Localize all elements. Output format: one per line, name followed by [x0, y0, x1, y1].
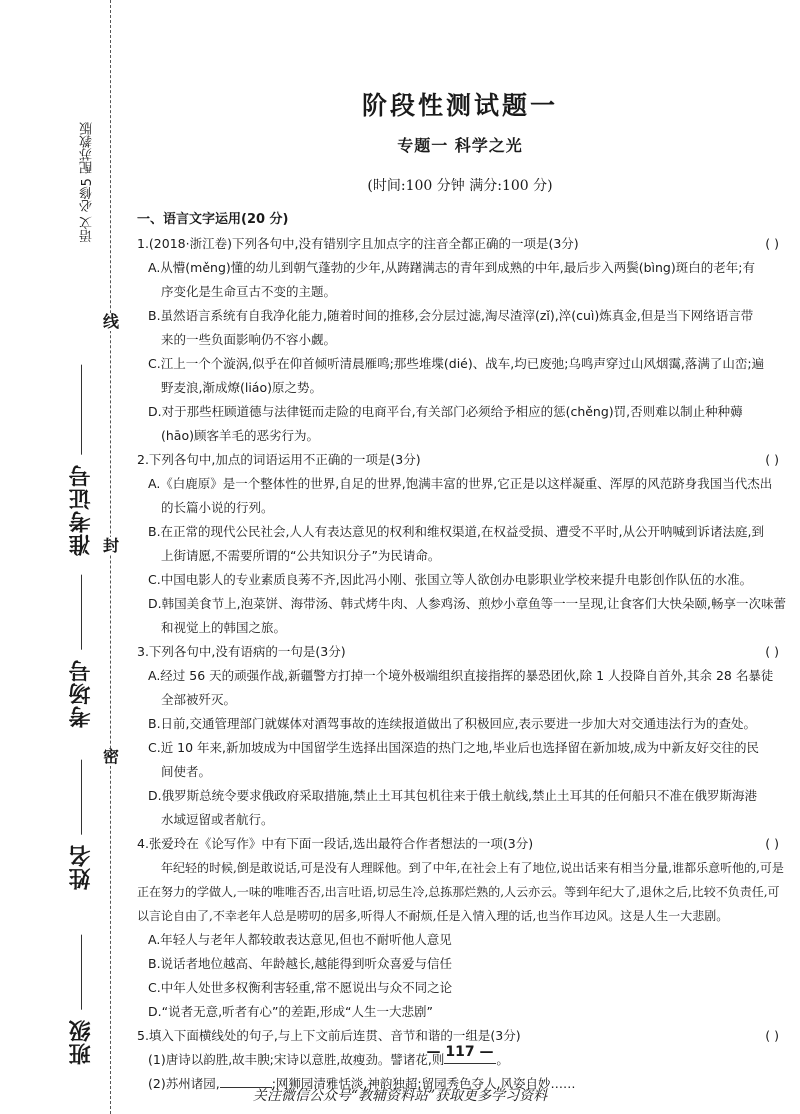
q4-option-b: B.说话者地位越高、年龄越长,越能得到听众喜爱与信任	[148, 956, 453, 971]
q2-option-b: B.在正常的现代公民社会,人人有表达意见的权利和维权渠道,在权益受损、遭受不平时,从公开呐喊到诉诸法庭,到	[148, 524, 764, 539]
q1-option-c: C.江上一个个漩涡,似乎在仰首倾听清晨雁鸣;那些堆堞(dié)、战车,均已废弛;乌鸣声穿过山风烟霭,落满了山峦;遍	[148, 356, 765, 371]
section-heading: 一、语言文字运用(20 分)	[137, 212, 289, 227]
question-4	[137, 832, 787, 856]
q4-option-a: A.年轻人与老年人都较敢表达意见,但也不耐听他人意见	[148, 932, 452, 947]
field-exam-room-label: 考场号	[69, 658, 94, 728]
q4-option-d: D.“说者无意,听者有心”的差距,形成“人生一大悲剧”	[148, 1004, 433, 1019]
q3-option-d-cont: 水域逗留或者航行。	[161, 812, 274, 827]
q4-option-c: C.中年人处世多权衡利害轻重,常不愿说出与众不同之论	[148, 980, 453, 995]
q5-line-1-end: 。	[496, 1052, 509, 1067]
q2-option-d-cont: 和视觉上的韩国之旅。	[161, 620, 287, 635]
exam-content	[137, 208, 787, 1096]
q4-passage: 年纪轻的时候,倒是敢说话,可是没有人理睬他。到了中年,在社会上有了地位,说出话来有相当分量,谁都乐意听他的,可是正在努力的学做人,一味的唯唯否否,出言吐语,切忌生冷,总拣那烂熟的,人云亦云。等到年纪大了,退休之后,比较不负责任,可以言论自由了,不幸老年人总是唠叨的居多,听得人不耐烦,任是入情入理的话,也当作耳边风。这是人生一大悲剧。	[137, 861, 784, 923]
answer-paren-2[interactable]: ( )	[765, 452, 779, 467]
field-exam-number[interactable]	[66, 365, 97, 556]
page-title: 阶段性测试题一	[361, 91, 558, 120]
binding-char-mi: 密	[103, 747, 120, 766]
q1-option-b-cont: 来的一些负面影响仍不容小觑。	[161, 332, 337, 347]
q3-option-c-cont: 间使者。	[161, 764, 212, 779]
binding-char-xian: 线	[103, 312, 120, 331]
question-1-stem: 1.(2018·浙江卷)下列各句中,没有错别字且加点字的注音全都正确的一项是(3分)	[137, 236, 579, 251]
q5-line-2-text: (2)苏州诸园,	[148, 1076, 220, 1091]
question-2	[137, 448, 787, 472]
field-name[interactable]	[66, 760, 97, 890]
answer-paren-4[interactable]: ( )	[765, 836, 779, 851]
field-class-label: 班级	[69, 1018, 94, 1065]
class-blank[interactable]	[82, 935, 83, 1010]
q1-option-a: A.从懵(měng)懂的幼儿到朝气蓬勃的少年,从踌躇满志的青年到成熟的中年,最后步入两鬓(bìng)斑白的老年;有	[148, 260, 755, 275]
field-name-label: 姓名	[69, 843, 94, 890]
sidebar-edition: 语文 必修5 配苏教版	[80, 122, 95, 243]
name-blank[interactable]	[82, 760, 83, 835]
exam-number-blank[interactable]	[82, 365, 83, 455]
question-2-stem: 2.下列各句中,加点的词语运用不正确的一项是(3分)	[137, 452, 421, 467]
page-subtitle: 专题一 科学之光	[397, 136, 523, 155]
q1-option-a-cont: 序变化是生命亘古不变的主题。	[161, 284, 337, 299]
q1-option-d-cont: (hāo)顾客羊毛的恶劣行为。	[161, 428, 319, 443]
exam-room-blank[interactable]	[82, 575, 83, 650]
q3-option-a-cont: 全部被歼灭。	[161, 692, 237, 707]
q5-line-1-text: (1)唐诗以韵胜,故丰腴;宋诗以意胜,故瘦劲。譬诸花,则	[148, 1052, 445, 1067]
binding-char-feng: 封	[103, 536, 120, 555]
q3-option-a: A.经过 56 天的顽强作战,新疆警方打掉一个境外极端组织直接指挥的暴恐团伙,除 1 人投降自首外,其余 28 名暴徒	[148, 668, 774, 683]
q2-option-d: D.韩国美食节上,泡菜饼、海带汤、韩式烤牛肉、人参鸡汤、煎炒小章鱼等一一呈现,让食客们大快朵颐,畅享一次味蕾	[148, 596, 787, 611]
field-exam-room[interactable]	[66, 575, 97, 728]
page-number: — 117 —	[426, 1044, 494, 1060]
answer-paren-5[interactable]: ( )	[765, 1028, 779, 1043]
q3-option-b: B.日前,交通管理部门就媒体对酒驾事故的连续报道做出了积极回应,表示要进一步加大对交通违法行为的查处。	[148, 716, 756, 731]
question-5-stem: 5.填入下面横线处的句子,与上下文前后连贯、音节和谐的一组是(3分)	[137, 1028, 521, 1043]
q2-option-b-cont: 上街请愿,不需要所谓的“公共知识分子”为民请命。	[161, 548, 441, 563]
q2-option-a: A.《白鹿原》是一个整体性的世界,自足的世界,饱满丰富的世界,它正是以这样凝重、浑厚的风范跻身我国当代杰出	[148, 476, 773, 491]
q1-option-d: D.对于那些枉顾道德与法律铤而走险的电商平台,有关部门必须给予相应的惩(chěng)罚,否则难以制止种种薅	[148, 404, 743, 419]
question-3	[137, 640, 787, 664]
q3-option-d: D.俄罗斯总统令要求俄政府采取措施,禁止土耳其包机往来于俄土航线,禁止土耳其的任何船只不准在俄罗斯海港	[148, 788, 758, 803]
q1-option-c-cont: 野麦浪,渐成燎(liáo)原之势。	[161, 380, 322, 395]
q5-line-2-end: ;网狮园清雅恬淡,神韵独超;留园秀色夺人,风姿自妙……	[271, 1076, 576, 1091]
question-4-stem: 4.张爱玲在《论写作》中有下面一段话,选出最符合作者想法的一项(3分)	[137, 836, 534, 851]
q3-option-c: C.近 10 年来,新加坡成为中国留学生选择出国深造的热门之地,毕业后也选择留在新加坡,成为中新友好交往的民	[148, 740, 759, 755]
answer-paren-3[interactable]: ( )	[765, 644, 779, 659]
question-1	[137, 232, 787, 256]
footer-note: 关注微信公众号“教辅资料站”获取更多学习资料	[252, 1088, 548, 1104]
field-exam-number-label: 准考证号	[69, 463, 94, 556]
q2-option-c: C.中国电影人的专业素质良莠不齐,因此冯小刚、张国立等人欲创办电影职业学校来提升电影创作队伍的水准。	[148, 572, 753, 587]
binding-line	[110, 0, 111, 1114]
q2-option-a-cont: 的长篇小说的行列。	[161, 500, 274, 515]
answer-paren-1[interactable]: ( )	[765, 236, 779, 251]
q1-option-b: B.虽然语言系统有自我净化能力,随着时间的推移,会分层过滤,淘尽渣滓(zǐ),淬(cuì)炼真金,但是当下网络语言带	[148, 308, 754, 323]
question-3-stem: 3.下列各句中,没有语病的一句是(3分)	[137, 644, 346, 659]
time-info: (时间:100 分钟 满分:100 分)	[367, 178, 553, 194]
